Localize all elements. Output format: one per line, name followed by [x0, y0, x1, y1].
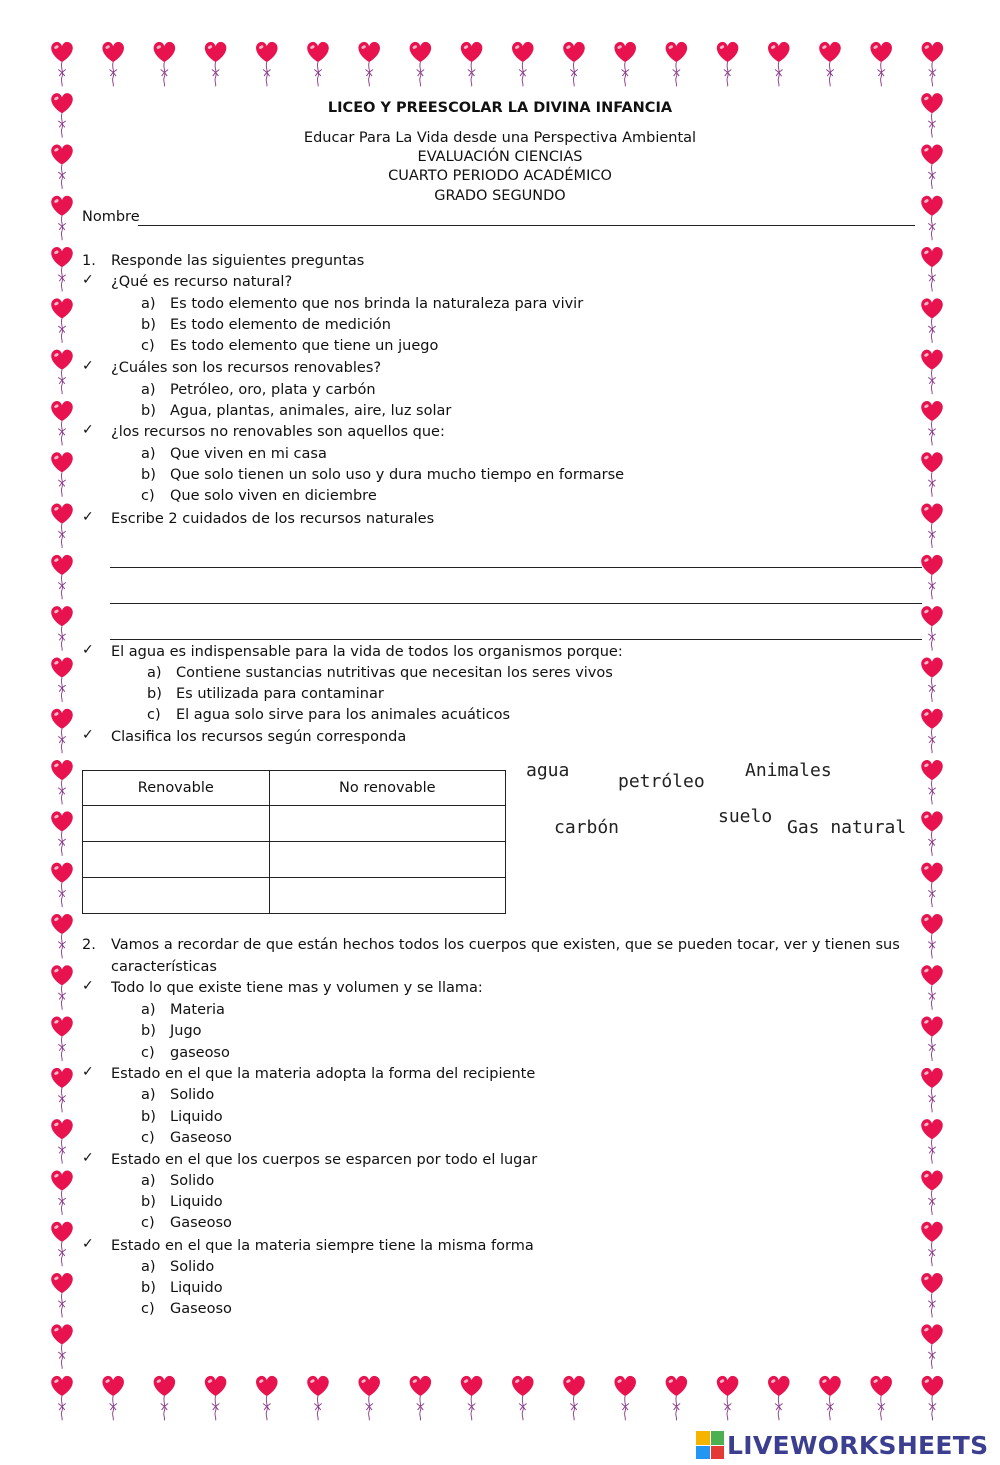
answer-line[interactable] [110, 603, 922, 604]
option-text[interactable]: Liquido [170, 1194, 223, 1210]
heart-balloon-icon [921, 401, 943, 445]
heart-balloon-icon [461, 1376, 483, 1420]
drag-word-suelo[interactable]: suelo [718, 806, 773, 827]
heart-balloon-icon [51, 401, 73, 445]
heart-balloon-icon [102, 42, 124, 86]
option-letter: a) [141, 1173, 156, 1189]
heart-balloon-icon [666, 1376, 688, 1420]
liveworksheets-icon [696, 1431, 724, 1459]
heart-balloon-icon [717, 42, 739, 86]
option-text[interactable]: gaseoso [170, 1045, 230, 1061]
section2-number: 2. [82, 937, 96, 953]
heart-balloon-icon [51, 863, 73, 907]
option-text[interactable]: El agua solo sirve para los animales acuáticos [176, 707, 511, 723]
option-letter: c) [141, 1130, 155, 1146]
heart-balloon-icon [921, 965, 943, 1009]
heart-balloon-icon [921, 1324, 943, 1368]
heart-balloon-icon [51, 914, 73, 958]
option-text[interactable]: Solido [170, 1259, 215, 1275]
option-text[interactable]: Petróleo, oro, plata y carbón [170, 382, 376, 398]
heart-balloon-icon [51, 298, 73, 342]
drag-word-gas-natural[interactable]: Gas natural [787, 817, 907, 838]
drop-cell[interactable] [269, 806, 505, 842]
heart-balloon-icon [921, 1017, 943, 1061]
option-text[interactable]: Jugo [170, 1023, 202, 1039]
heart-balloon-icon [51, 606, 73, 650]
heart-balloon-icon [154, 1376, 176, 1420]
heart-balloon-icon [51, 1017, 73, 1061]
check-mark-icon: ✓ [82, 978, 94, 994]
heart-balloon-icon [51, 247, 73, 291]
heart-balloon-icon [51, 350, 73, 394]
heart-balloon-icon [819, 42, 841, 86]
heart-balloon-icon [410, 42, 432, 86]
check-mark-icon: ✓ [82, 642, 94, 658]
question-text: ¿Cuáles son los recursos renovables? [111, 360, 382, 376]
heart-balloon-icon [921, 350, 943, 394]
option-letter: c) [141, 1301, 155, 1317]
heart-balloon-icon [819, 1376, 841, 1420]
option-letter: b) [147, 686, 162, 702]
drop-cell[interactable] [83, 842, 270, 878]
option-text[interactable]: Liquido [170, 1109, 223, 1125]
heart-balloon-icon [921, 452, 943, 496]
heart-balloon-icon [614, 42, 636, 86]
drag-word-agua[interactable]: agua [526, 760, 570, 781]
drop-cell[interactable] [269, 842, 505, 878]
option-letter: b) [141, 1109, 156, 1125]
option-text[interactable]: Es utilizada para contaminar [176, 686, 384, 702]
check-mark-icon: ✓ [82, 272, 94, 288]
option-text[interactable]: Que viven en mi casa [170, 446, 327, 462]
option-letter: a) [141, 382, 156, 398]
heart-balloon-icon [51, 504, 73, 548]
option-letter: a) [141, 296, 156, 312]
option-text[interactable]: Solido [170, 1087, 215, 1103]
heart-balloon-icon [921, 863, 943, 907]
option-text[interactable]: Es todo elemento que tiene un juego [170, 338, 439, 354]
heart-balloon-icon [102, 1376, 124, 1420]
section1-title: Responde las siguientes preguntas [111, 253, 365, 269]
check-mark-icon: ✓ [82, 422, 94, 438]
brand-name: LIVEWORKSHEETS [727, 1430, 989, 1460]
liveworksheets-logo [696, 1428, 988, 1462]
heart-balloon-icon [870, 1376, 892, 1420]
heart-balloon-icon [256, 42, 278, 86]
heart-balloon-icon [51, 1119, 73, 1163]
option-letter: a) [141, 1002, 156, 1018]
section2-intro: características [111, 959, 217, 975]
school-title: LICEO Y PREESCOLAR LA DIVINA INFANCIA [327, 100, 673, 116]
heart-balloon-icon [921, 1068, 943, 1112]
heart-balloon-icon [51, 42, 73, 86]
check-mark-icon: ✓ [82, 1150, 94, 1166]
option-letter: c) [141, 338, 155, 354]
option-text[interactable]: Gaseoso [170, 1215, 232, 1231]
drop-cell[interactable] [83, 878, 270, 914]
question-text: Estado en el que los cuerpos se esparcen por todo el lugar [111, 1152, 538, 1168]
heart-balloon-icon [921, 298, 943, 342]
heart-balloon-icon [921, 555, 943, 599]
section2-intro: Vamos a recordar de que están hechos todos los cuerpos que existen, que se pueden tocar, ver y tienen sus [111, 937, 900, 953]
evaluation-title: EVALUACIÓN CIENCIAS [417, 149, 583, 165]
option-text[interactable]: Materia [170, 1002, 225, 1018]
heart-balloon-icon [922, 42, 944, 86]
heart-balloon-icon [922, 1376, 944, 1420]
heart-balloon-icon [307, 1376, 329, 1420]
option-letter: b) [141, 1023, 156, 1039]
grade-title: GRADO SEGUNDO [434, 188, 566, 204]
table-header-no-renovable: No renovable [269, 771, 505, 806]
heart-balloon-icon [51, 1068, 73, 1112]
option-letter: b) [141, 317, 156, 333]
option-text[interactable]: Que solo tienen un solo uso y dura mucho tiempo en formarse [170, 467, 625, 483]
option-text[interactable]: Gaseoso [170, 1301, 232, 1317]
option-letter: b) [141, 467, 156, 483]
name-label: Nombre [82, 209, 140, 225]
heart-balloon-icon [921, 1170, 943, 1214]
heart-balloon-icon [51, 760, 73, 804]
question-text: ¿los recursos no renovables son aquellos que: [111, 424, 445, 440]
heart-balloon-icon [205, 1376, 227, 1420]
option-letter: b) [141, 1194, 156, 1210]
table-header-renovable: Renovable [83, 771, 270, 806]
question-text: ¿Qué es recurso natural? [111, 274, 293, 290]
heart-balloon-icon [870, 42, 892, 86]
heart-balloon-icon [51, 709, 73, 753]
heart-balloon-icon [256, 1376, 278, 1420]
heart-balloon-icon [51, 657, 73, 701]
question-text: Todo lo que existe tiene mas y volumen y se llama: [111, 980, 483, 996]
option-letter: a) [141, 1259, 156, 1275]
option-letter: c) [141, 1215, 155, 1231]
motto: Educar Para La Vida desde una Perspectiva Ambiental [303, 130, 697, 146]
question-text: Estado en el que la materia adopta la forma del recipiente [111, 1066, 536, 1082]
heart-balloon-icon [921, 760, 943, 804]
drop-cell[interactable] [269, 878, 505, 914]
heart-balloon-icon [614, 1376, 636, 1420]
heart-balloon-icon [921, 606, 943, 650]
heart-balloon-icon [51, 1273, 73, 1317]
option-text[interactable]: Gaseoso [170, 1130, 232, 1146]
option-letter: a) [147, 665, 162, 681]
check-mark-icon: ✓ [82, 727, 94, 743]
heart-balloon-icon [717, 1376, 739, 1420]
option-text[interactable]: Es todo elemento que nos brinda la naturaleza para vivir [170, 296, 584, 312]
answer-line[interactable] [110, 567, 922, 568]
check-mark-icon: ✓ [82, 509, 94, 525]
heart-balloon-icon [358, 1376, 380, 1420]
option-text[interactable]: Solido [170, 1173, 215, 1189]
option-letter: a) [141, 1087, 156, 1103]
heart-balloon-icon [205, 42, 227, 86]
heart-balloon-icon [921, 811, 943, 855]
option-text[interactable]: Es todo elemento de medición [170, 317, 391, 333]
heart-balloon-icon [921, 709, 943, 753]
option-letter: b) [141, 1280, 156, 1296]
option-letter: c) [141, 488, 155, 504]
heart-balloon-icon [921, 1273, 943, 1317]
classification-table [82, 770, 506, 914]
heart-balloon-icon [768, 42, 790, 86]
question-text: Clasifica los recursos según corresponda [111, 729, 407, 745]
check-mark-icon: ✓ [82, 1064, 94, 1080]
heart-balloon-icon [51, 1376, 73, 1420]
heart-balloon-icon [921, 504, 943, 548]
heart-balloon-icon [461, 42, 483, 86]
check-mark-icon: ✓ [82, 358, 94, 374]
option-letter: c) [141, 1045, 155, 1061]
heart-balloon-icon [921, 1119, 943, 1163]
answer-line[interactable] [110, 639, 922, 640]
question-text: Estado en el que la materia siempre tiene la misma forma [111, 1238, 534, 1254]
heart-balloon-icon [410, 1376, 432, 1420]
heart-balloon-icon [51, 452, 73, 496]
drag-word-animales[interactable]: Animales [745, 760, 832, 781]
drag-word-petroleo[interactable]: petróleo [618, 771, 705, 792]
drop-cell[interactable] [83, 806, 270, 842]
heart-balloon-icon [512, 42, 534, 86]
drag-word-carbon[interactable]: carbón [554, 817, 620, 838]
heart-balloon-icon [666, 42, 688, 86]
heart-balloon-icon [512, 1376, 534, 1420]
check-mark-icon: ✓ [82, 1236, 94, 1252]
question-text: Escribe 2 cuidados de los recursos naturales [111, 511, 435, 527]
heart-balloon-icon [154, 42, 176, 86]
heart-balloon-icon [921, 1222, 943, 1266]
heart-balloon-icon [563, 1376, 585, 1420]
option-text[interactable]: Liquido [170, 1280, 223, 1296]
option-letter: b) [141, 403, 156, 419]
option-text[interactable]: Contiene sustancias nutritivas que necesitan los seres vivos [176, 665, 613, 681]
heart-balloon-icon [51, 1324, 73, 1368]
option-text[interactable]: Agua, plantas, animales, aire, luz solar [170, 403, 452, 419]
question-text: El agua es indispensable para la vida de todos los organismos porque: [111, 644, 623, 660]
section1-number: 1. [82, 253, 96, 269]
heart-balloon-icon [358, 42, 380, 86]
heart-balloon-icon [307, 42, 329, 86]
option-letter: c) [147, 707, 161, 723]
heart-balloon-icon [921, 914, 943, 958]
heart-balloon-icon [51, 1170, 73, 1214]
heart-balloon-icon [51, 555, 73, 599]
name-field[interactable] [138, 225, 915, 226]
heart-balloon-icon [51, 965, 73, 1009]
period-title: CUARTO PERIODO ACADÉMICO [388, 168, 612, 184]
heart-balloon-icon [563, 42, 585, 86]
heart-balloon-icon [51, 811, 73, 855]
heart-balloon-icon [768, 1376, 790, 1420]
option-text[interactable]: Que solo viven en diciembre [170, 488, 377, 504]
option-letter: a) [141, 446, 156, 462]
heart-balloon-icon [51, 1222, 73, 1266]
heart-balloon-icon [921, 247, 943, 291]
heart-balloon-icon [921, 657, 943, 701]
